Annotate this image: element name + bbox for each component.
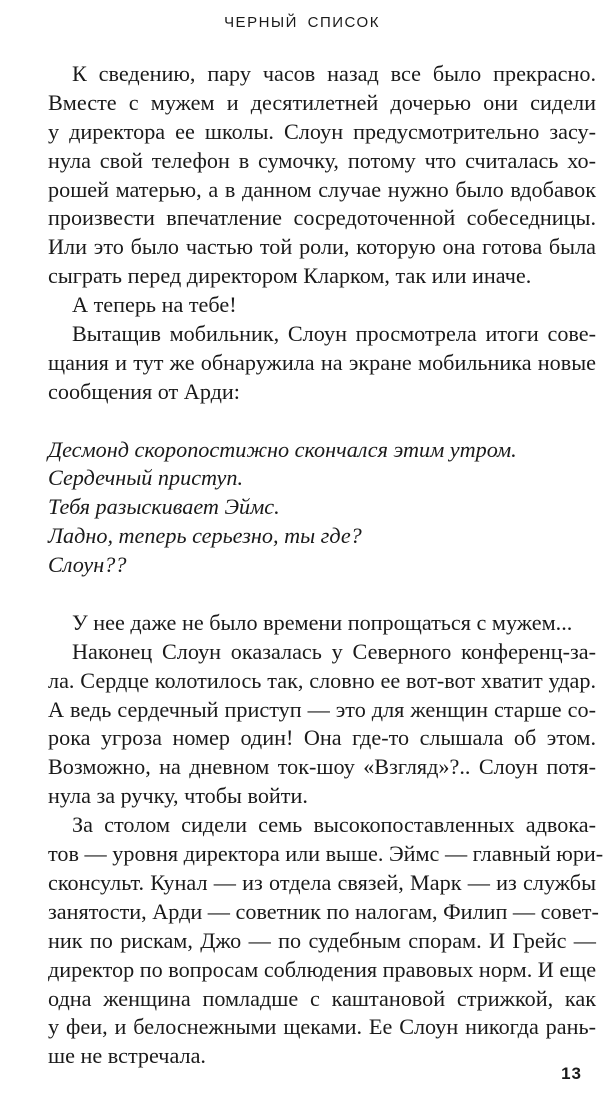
paragraph-2 xyxy=(48,291,596,320)
text-line: нула за ручку, чтобы войти. xyxy=(48,783,308,809)
running-head: ЧЕРНЫЙ СПИСОК xyxy=(224,14,380,31)
text-line: произвести впечатление сосредоточенной собеседницы. xyxy=(48,205,596,231)
text-line: Или это было частью той роли, которую она готова была xyxy=(48,234,596,260)
text-line: Вытащив мобильник, Слоун просмотрела итоги сове- xyxy=(72,321,596,347)
text-line: сообщения от Арди: xyxy=(48,378,240,404)
text-line: нула свой телефон в сумочку, потому что считалась хо- xyxy=(48,147,596,173)
text-line: А ведь сердечный приступ — это для женщин старше со- xyxy=(48,696,596,722)
text-line: у директора ее школы. Слоун предусмотрительно засу- xyxy=(48,118,596,144)
text-line: У нее даже не было времени попрощаться с мужем... xyxy=(72,609,573,635)
text-line: К сведению, пару часов назад все было прекрасно. xyxy=(72,61,596,86)
text-line: одна женщина помладше с каштановой стрижкой, как xyxy=(48,985,596,1011)
message-line: Тебя разыскивает Эймс. xyxy=(48,494,280,520)
text-line: сконсульт. Кунал — из отдела связей, Марк — из службы xyxy=(48,869,596,895)
paragraph-5 xyxy=(48,638,596,811)
text-line: А теперь на тебе! xyxy=(72,292,237,318)
paragraph-4 xyxy=(48,609,596,638)
text-line: Наконец Слоун оказалась у Северного конференц-за- xyxy=(72,638,596,664)
blank-line xyxy=(48,407,596,436)
text-line: щания и тут же обнаружила на экране мобильника новые xyxy=(48,349,596,375)
message-line: Десмонд скоропостижно скончался этим утром. xyxy=(48,436,517,462)
paragraph-6 xyxy=(48,811,604,1071)
text-line: у феи, и белоснежными щеками. Ее Слоун никогда рань- xyxy=(48,1014,596,1040)
text-messages xyxy=(48,436,596,580)
text-line: директор по вопросам соблюдения правовых норм. И еще xyxy=(48,956,597,982)
text-line: рошей матерью, а в данном случае нужно было вдобавок xyxy=(48,176,596,202)
text-line: рока угроза номер один! Она где-то слышала об этом. xyxy=(48,725,596,751)
text-line: За столом сидели семь высокопоставленных адвока- xyxy=(72,812,596,838)
message-line: Ладно, теперь серьезно, ты где? xyxy=(48,523,362,549)
message-line: Слоун?? xyxy=(48,552,127,578)
body-text xyxy=(48,60,604,1071)
message-line: Сердечный приступ. xyxy=(48,465,243,491)
text-line: Вместе с мужем и десятилетней дочерью они сидели xyxy=(48,89,596,115)
page-number: 13 xyxy=(561,1064,582,1083)
text-line: ше не встречала. xyxy=(48,1043,206,1069)
text-line: Возможно, на дневном ток-шоу «Взгляд»?.. Слоун потя- xyxy=(48,754,596,780)
paragraph-3 xyxy=(48,320,596,407)
text-line: тов — уровня директора или выше. Эймс — главный юри- xyxy=(48,841,604,867)
text-line: занятости, Арди — советник по налогам, Филип — совет- xyxy=(48,898,599,924)
text-line: сыграть перед директором Кларком, так или иначе. xyxy=(48,263,532,289)
text-line: ник по рискам, Джо — по судебным спорам. И Грейс — xyxy=(48,927,596,953)
paragraph-1 xyxy=(48,60,596,291)
blank-line xyxy=(48,580,596,609)
text-line: ла. Сердце колотилось так, словно ее вот-вот хватит удар. xyxy=(48,667,596,693)
